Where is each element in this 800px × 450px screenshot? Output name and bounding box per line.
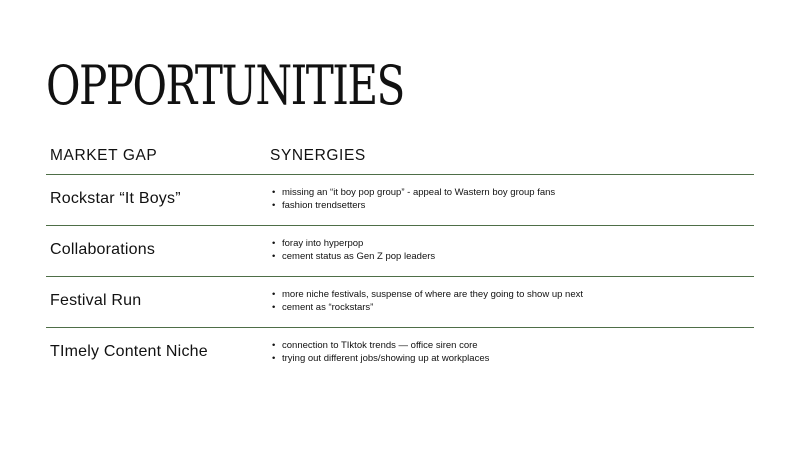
header-market-gap: MARKET GAP	[50, 147, 158, 164]
synergy-text: fashion trendsetters	[282, 199, 366, 211]
page-title: OPPORTUNITIES	[46, 54, 404, 117]
table-row	[46, 226, 754, 277]
synergy-text: more niche festivals, suspense of where are they going to show up next	[282, 289, 584, 300]
bullet-icon: •	[272, 238, 276, 249]
synergy-text: cement status as Gen Z pop leaders	[282, 250, 436, 262]
table-row	[46, 328, 754, 378]
opportunities-table	[46, 142, 754, 378]
synergies-list	[272, 340, 489, 365]
bullet-icon: •	[272, 187, 276, 198]
synergy-item	[272, 200, 555, 213]
market-gap-label: Rockstar “It Boys”	[50, 190, 181, 207]
synergy-text: cement as “rockstars”	[282, 301, 374, 313]
bullet-icon: •	[272, 340, 276, 351]
table-row	[46, 175, 754, 226]
synergies-list	[272, 187, 555, 212]
synergy-item	[272, 353, 489, 366]
bullet-icon: •	[272, 301, 276, 313]
table-row	[46, 277, 754, 328]
market-gap-label: TImely Content Niche	[50, 343, 208, 360]
synergy-item	[272, 289, 583, 302]
market-gap-label: Collaborations	[50, 241, 156, 258]
synergy-item	[272, 302, 583, 315]
synergy-text: connection to TIktok trends — office siren core	[282, 340, 478, 351]
synergy-text: missing an “it boy pop group” - appeal to Wastern boy group fans	[282, 187, 556, 198]
bullet-icon: •	[272, 250, 276, 262]
bullet-icon: •	[272, 199, 276, 211]
synergy-item	[272, 340, 489, 353]
bullet-icon: •	[272, 289, 276, 300]
synergy-item	[272, 251, 435, 264]
bullet-icon: •	[272, 352, 276, 364]
synergies-list	[272, 289, 583, 314]
table-header-row	[46, 142, 754, 175]
synergy-text: foray into hyperpop	[282, 238, 364, 249]
synergy-item	[272, 187, 555, 200]
synergies-list	[272, 238, 435, 263]
header-synergies: SYNERGIES	[270, 147, 366, 164]
synergy-item	[272, 238, 435, 251]
synergy-text: trying out different jobs/showing up at workplaces	[282, 352, 490, 364]
market-gap-label: Festival Run	[50, 292, 142, 309]
